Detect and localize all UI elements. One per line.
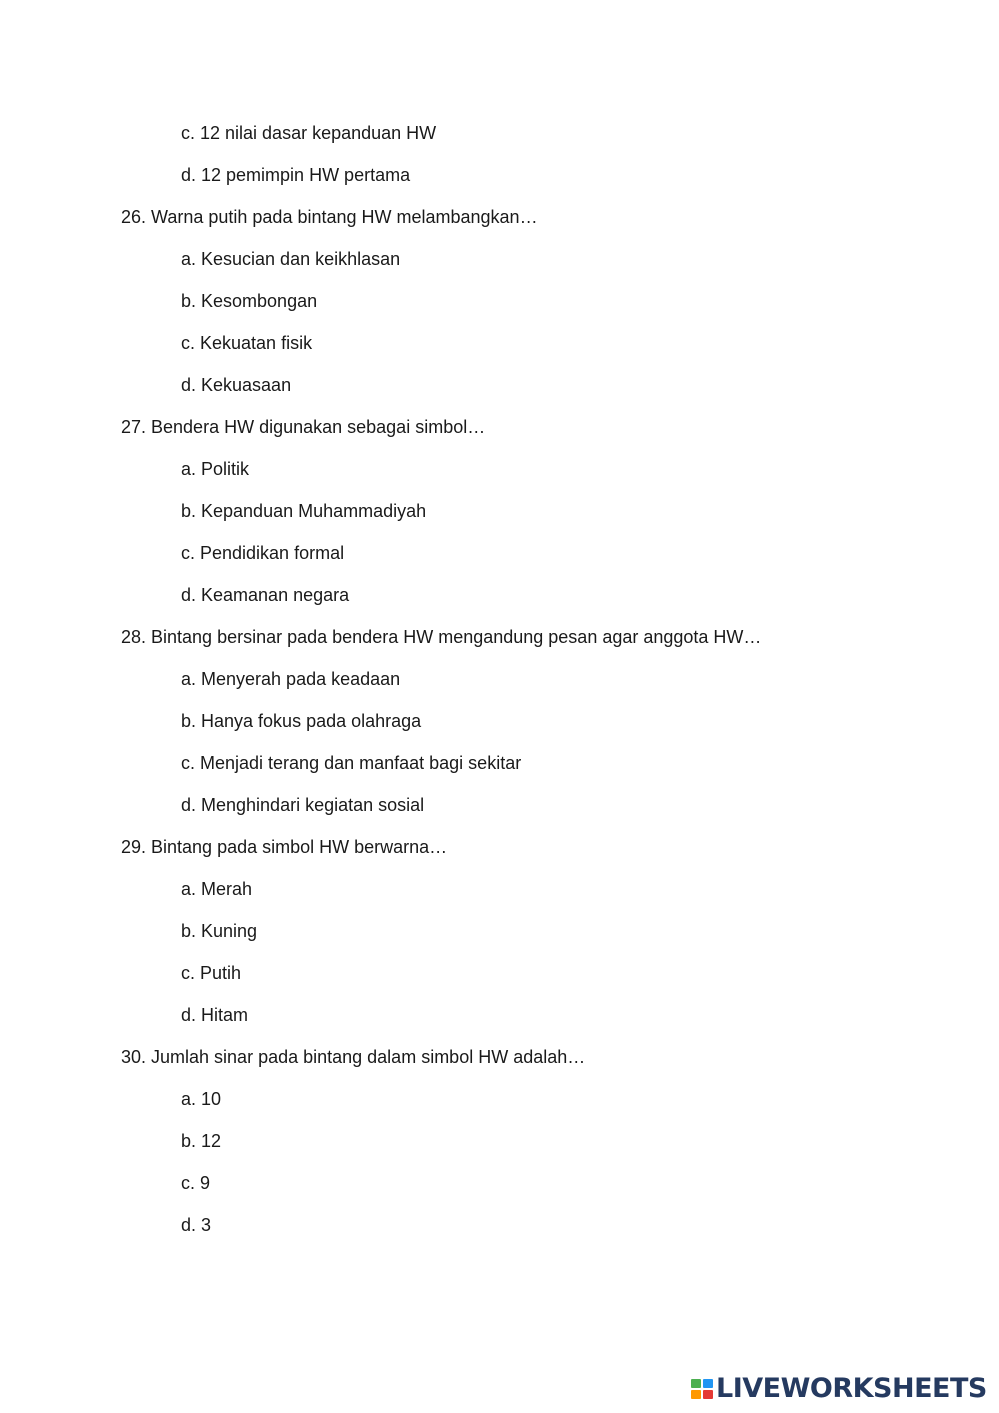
option-28b: b. Hanya fokus pada olahraga xyxy=(181,711,422,731)
option-29a: a. Merah xyxy=(181,879,253,899)
brand-wordmark: LIVEWORKSHEETS xyxy=(716,1373,987,1404)
option-27c: c. Pendidikan formal xyxy=(181,543,345,563)
option-28c: c. Menjadi terang dan manfaat bagi sekitar xyxy=(181,753,522,773)
question-26: 26. Warna putih pada bintang HW melambangkan… xyxy=(121,207,538,227)
option-30d: d. 3 xyxy=(181,1215,212,1235)
logo-tile-orange xyxy=(691,1390,701,1399)
logo-tile-green xyxy=(691,1379,701,1388)
liveworksheets-brand xyxy=(690,1372,987,1406)
option-26a: a. Kesucian dan keikhlasan xyxy=(181,249,401,269)
option-28a: a. Menyerah pada keadaan xyxy=(181,669,401,689)
option-30c: c. 9 xyxy=(181,1173,211,1193)
question-27: 27. Bendera HW digunakan sebagai simbol… xyxy=(121,417,486,437)
question-28: 28. Bintang bersinar pada bendera HW mengandung pesan agar anggota HW… xyxy=(121,627,762,647)
option-26b: b. Kesombongan xyxy=(181,291,318,311)
logo-tile-red xyxy=(703,1390,713,1399)
option-30a: a. 10 xyxy=(181,1089,222,1109)
option-27d: d. Keamanan negara xyxy=(181,585,350,605)
question-29: 29. Bintang pada simbol HW berwarna… xyxy=(121,837,448,857)
option-28d: d. Menghindari kegiatan sosial xyxy=(181,795,425,815)
option-25c: c. 12 nilai dasar kepanduan HW xyxy=(181,123,437,143)
liveworksheets-logo-icon xyxy=(690,1377,714,1401)
question-30: 30. Jumlah sinar pada bintang dalam simbol HW adalah… xyxy=(121,1047,586,1067)
option-26c: c. Kekuatan fisik xyxy=(181,333,313,353)
option-26d: d. Kekuasaan xyxy=(181,375,292,395)
option-27b: b. Kepanduan Muhammadiyah xyxy=(181,501,427,521)
option-25d: d. 12 pemimpin HW pertama xyxy=(181,165,411,185)
option-29c: c. Putih xyxy=(181,963,242,983)
option-29b: b. Kuning xyxy=(181,921,258,941)
option-27a: a. Politik xyxy=(181,459,250,479)
option-30b: b. 12 xyxy=(181,1131,222,1151)
logo-tile-blue xyxy=(703,1379,713,1388)
option-29d: d. Hitam xyxy=(181,1005,249,1025)
